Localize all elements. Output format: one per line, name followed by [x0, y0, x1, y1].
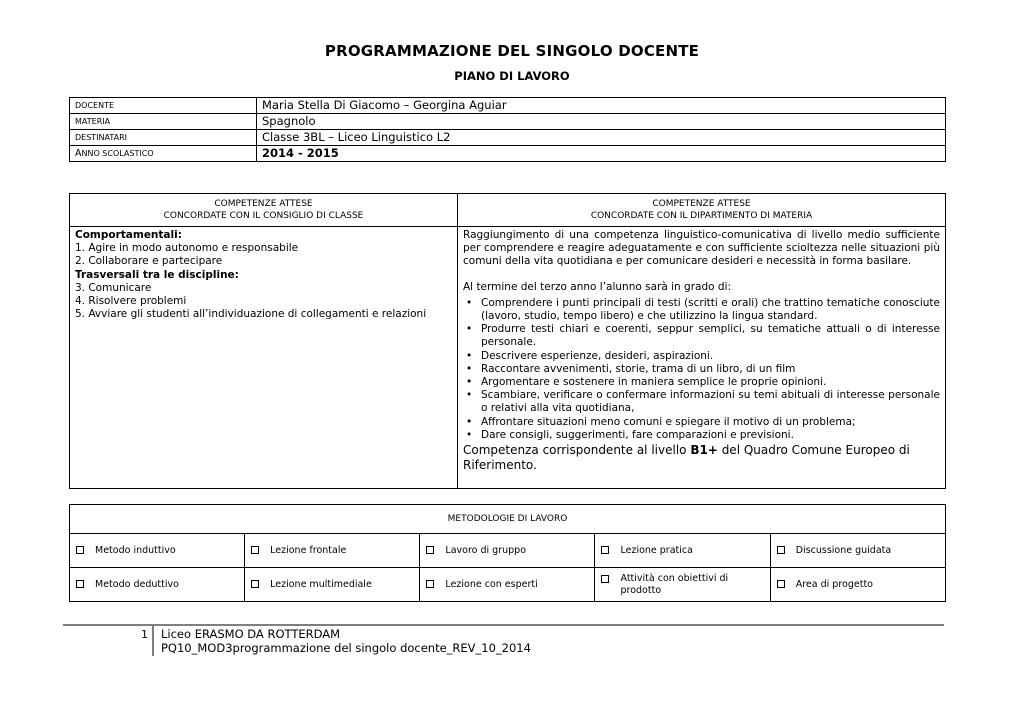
bullet-icon: • — [466, 362, 473, 375]
metodologie-header: METODOLOGIE DI LAVORO — [70, 505, 946, 534]
left-header-line2: CONCORDATE CON IL CONSIGLIO DI CLASSE — [163, 211, 364, 221]
competenza-livello: Competenza corrispondente al livello B1+ del Quadro Comune Europeo di Riferimento. — [463, 443, 910, 473]
livello-b1: B1+ — [690, 443, 718, 458]
list-item: • Raccontare avvenimenti, storie, trama di un libro, di un film — [466, 362, 796, 375]
competenze-bullet-list — [463, 297, 940, 442]
checkbox-icon[interactable] — [777, 580, 785, 588]
competenze-left-header — [70, 194, 458, 227]
attivita-obiettivi-option[interactable]: Attività con obiettivi di prodotto — [595, 568, 770, 602]
lezione-pratica-option[interactable]: Lezione pratica — [595, 534, 770, 568]
bullet-icon: • — [466, 428, 473, 441]
left-item: 3. Comunicare — [75, 281, 152, 294]
list-item: • Produrre testi chiari e coerenti, seppur semplici, su tematiche attuali o di interesse personale. — [466, 323, 940, 349]
list-item: • Comprendere i punti principali di testi (scritti e orali) che trattino tematiche conosciute (lavoro, studio, tempo libero) e che utilizzino la lingua standard. — [466, 296, 940, 323]
checkbox-icon[interactable] — [426, 546, 434, 554]
bullet-icon: • — [466, 296, 473, 309]
area-di-progetto-option[interactable]: Area di progetto — [770, 568, 945, 602]
bullet-icon: • — [466, 323, 473, 336]
anno-label-rest: NNO SCOLASTICO — [81, 149, 154, 158]
checkbox-icon[interactable] — [251, 580, 259, 588]
metodo-deduttivo-option[interactable]: Metodo deduttivo — [70, 568, 245, 602]
competenze-content-row — [70, 227, 946, 489]
footer — [161, 627, 531, 655]
lavoro-di-gruppo-option[interactable]: Lavoro di gruppo — [420, 534, 595, 568]
info-row-docente — [70, 98, 946, 114]
destinatari-value: Classe 3BL – Liceo Linguistico L2 — [257, 130, 946, 146]
footer-divider — [63, 624, 944, 626]
discussione-guidata-option[interactable]: Discussione guidata — [770, 534, 945, 568]
left-item: 1. Agire in modo autonomo e responsabile — [75, 242, 299, 255]
list-item: • Affrontare situazioni meno comuni e spiegare il motivo di un problema; — [466, 415, 856, 428]
comportamentali-heading: Comportamentali: — [75, 229, 182, 241]
bullet-icon: • — [466, 389, 473, 402]
document-subtitle: PIANO DI LAVORO — [454, 69, 570, 83]
info-table — [69, 97, 946, 162]
trasversali-heading: Trasversali tra le discipline: — [75, 268, 239, 281]
metodologie-table — [69, 504, 946, 602]
materia-value: Spagnolo — [257, 114, 946, 130]
left-item: 4. Risolvere problemi — [75, 295, 187, 308]
left-item: 2. Collaborare e partecipare — [75, 255, 223, 268]
metodologie-row — [70, 568, 946, 602]
bullet-icon: • — [466, 376, 473, 389]
checkbox-icon[interactable] — [76, 580, 84, 588]
left-item: 5. Avviare gli studenti all’individuazione di collegamenti e relazioni — [75, 308, 427, 321]
bullet-icon: • — [466, 349, 473, 362]
destinatari-label: DESTINATARI — [70, 130, 257, 146]
docente-label: DOCENTE — [70, 98, 257, 114]
lezione-frontale-option[interactable]: Lezione frontale — [245, 534, 420, 568]
anno-label — [70, 146, 257, 162]
checkbox-icon[interactable] — [601, 546, 609, 554]
materia-label: MATERIA — [70, 114, 257, 130]
footer-doc-code: PQ10_MOD3programmazione del singolo docente_REV_10_2014 — [161, 641, 531, 655]
footer-school: Liceo ERASMO DA ROTTERDAM — [161, 627, 341, 641]
left-header-line1: COMPETENZE ATTESE — [214, 199, 313, 209]
anno-label-initial: A — [75, 148, 82, 159]
list-item: • Scambiare, verificare o confermare informazioni su temi abituali di interesse personale o relativi alla vita quotidiana, — [466, 389, 940, 415]
bullet-icon: • — [466, 415, 473, 428]
info-row-destinatari — [70, 130, 946, 146]
checkbox-icon[interactable] — [251, 546, 259, 554]
document-title: PROGRAMMAZIONE DEL SINGOLO DOCENTE — [324, 42, 700, 60]
right-header-line1: COMPETENZE ATTESE — [652, 199, 751, 209]
competenze-right-header — [458, 194, 946, 227]
metodologie-row — [70, 534, 946, 568]
docente-value: Maria Stella Di Giacomo – Georgina Aguiar — [257, 98, 946, 114]
competenze-lead: Al termine del terzo anno l’alunno sarà in grado di: — [463, 280, 731, 293]
checkbox-icon[interactable] — [601, 575, 609, 583]
competenze-table — [69, 193, 946, 489]
competenze-consiglio-cell — [70, 227, 458, 489]
lezione-con-esperti-option[interactable]: Lezione con esperti — [420, 568, 595, 602]
info-row-materia — [70, 114, 946, 130]
competenze-dipartimento-cell — [458, 227, 946, 489]
page-number: 1 — [141, 628, 148, 641]
metodologie-header-row — [70, 505, 946, 534]
list-item: • Descrivere esperienze, desideri, aspirazioni. — [466, 349, 714, 362]
competenze-intro: Raggiungimento di una competenza linguistico-comunicativa di livello medio sufficiente per comprendere e reagire adeguatamente e con sufficiente scioltezza nelle situazioni più comuni della vita quotidiana e per comunicare desideri e necessità in forma basilare. — [463, 229, 940, 268]
right-header-line2: CONCORDATE CON IL DIPARTIMENTO DI MATERIA — [590, 211, 813, 221]
metodo-induttivo-option[interactable]: Metodo induttivo — [70, 534, 245, 568]
competenze-header-row — [70, 194, 946, 227]
list-item: • Dare consigli, suggerimenti, fare comparazioni e previsioni. — [466, 428, 794, 441]
anno-value: 2014 - 2015 — [257, 146, 946, 162]
lezione-multimediale-option[interactable]: Lezione multimediale — [245, 568, 420, 602]
footer-vertical-divider — [152, 626, 154, 656]
checkbox-icon[interactable] — [426, 580, 434, 588]
info-row-anno — [70, 146, 946, 162]
checkbox-icon[interactable] — [777, 546, 785, 554]
checkbox-icon[interactable] — [76, 546, 84, 554]
list-item: • Argomentare e sostenere in maniera semplice le proprie opinioni. — [466, 376, 827, 389]
